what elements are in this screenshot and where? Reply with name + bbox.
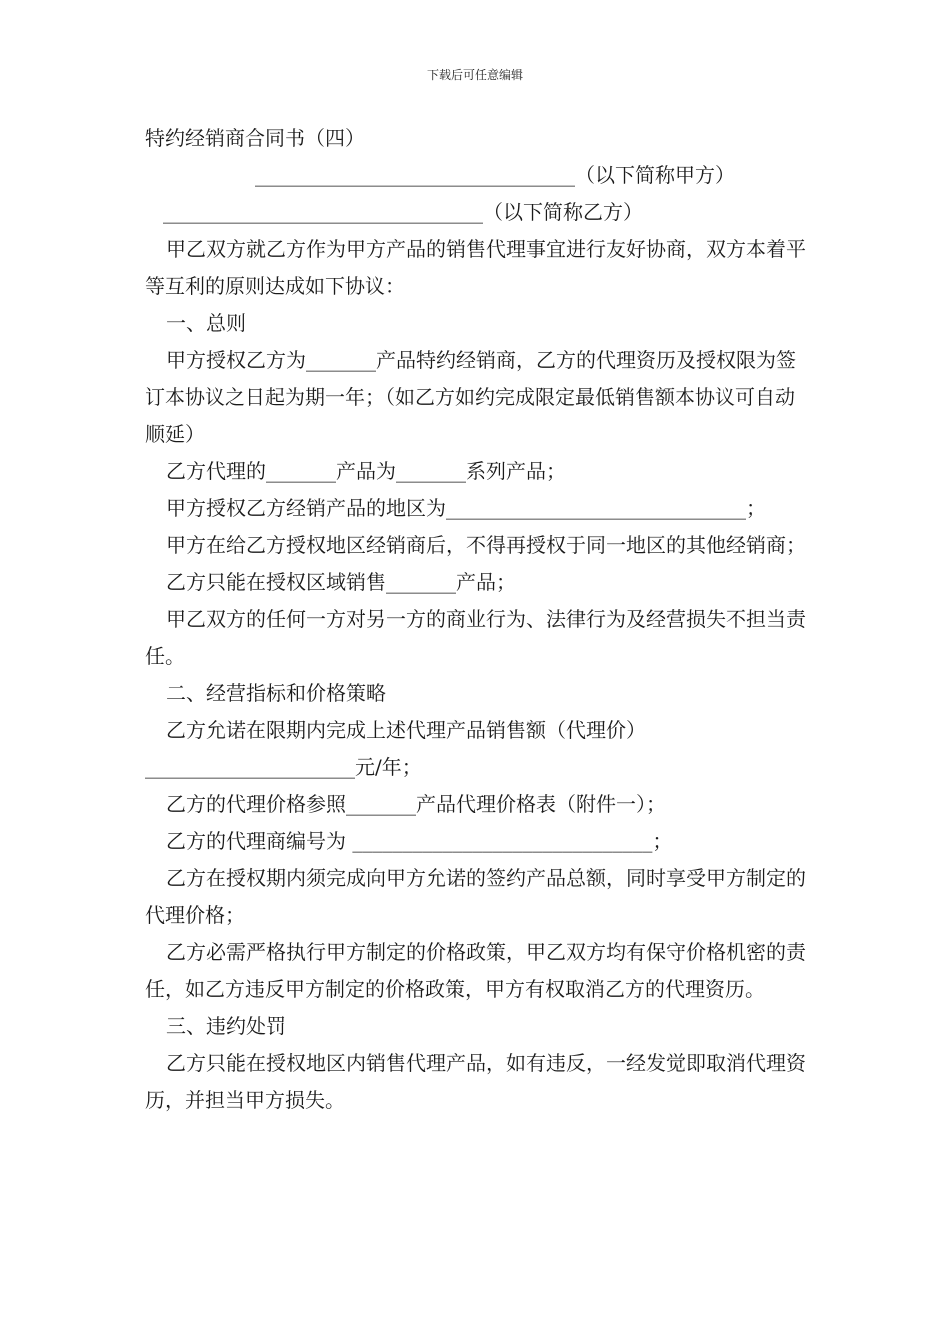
section-2-heading: 二、经营指标和价格策略: [166, 681, 386, 705]
clause-agent-number: 乙方的代理商编号为 ______________________________；: [166, 829, 673, 853]
clause-violation: 乙方只能在授权地区内销售代理产品，如有违反，一经发觉即取消代理资历，并担当甲方损失。: [145, 1051, 806, 1112]
clause-price-reference: 乙方的代理价格参照_______产品代理价格表（附件一）；: [166, 792, 666, 816]
clause-region: 甲方授权乙方经销产品的地区为______________________________；: [166, 496, 766, 520]
clause-liability: 甲乙双方的任何一方对另一方的商业行为、法律行为及经营损失不担当责任。: [145, 607, 806, 668]
clause-product-series: 乙方代理的_______产品为_______系列产品；: [166, 459, 566, 483]
clause-contract-total: 乙方在授权期内须完成向甲方允诺的签约产品总额，同时享受甲方制定的代理价格；: [145, 866, 806, 927]
clause-sales-area: 乙方只能在授权区域销售_______产品；: [166, 570, 516, 594]
page-header: 下载后可任意编辑: [426, 68, 523, 82]
intro-paragraph: 甲乙双方就乙方作为甲方产品的销售代理事宜进行友好协商，双方本着平等互利的原则达成如下协议：: [145, 237, 806, 298]
section-3-heading: 三、违约处罚: [166, 1014, 286, 1038]
contract-body: [145, 120, 810, 1119]
document-title: 特约经销商合同书（四）: [145, 126, 365, 150]
clause-exclusivity: 甲方在给乙方授权地区经销商后，不得再授权于同一地区的其他经销商；: [166, 533, 806, 557]
clause-authorization: 甲方授权乙方为_______产品特约经销商，乙方的代理资历及授权限为签订本协议之日起为期一年；（如乙方如约完成限定最低销售额本协议可自动顺延）: [145, 348, 796, 446]
clause-sales-target: 乙方允诺在限期内完成上述代理产品销售额（代理价）_____________________元/年；: [145, 718, 646, 779]
party-a-line: ________________________________（以下简称甲方）: [255, 163, 735, 187]
section-1-heading: 一、总则: [166, 311, 246, 335]
party-b-line: ________________________________（以下简称乙方）: [163, 200, 643, 224]
clause-price-policy: 乙方必需严格执行甲方制定的价格政策，甲乙双方均有保守价格机密的责任，如乙方违反甲方制定的价格政策，甲方有权取消乙方的代理资历。: [145, 940, 806, 1001]
